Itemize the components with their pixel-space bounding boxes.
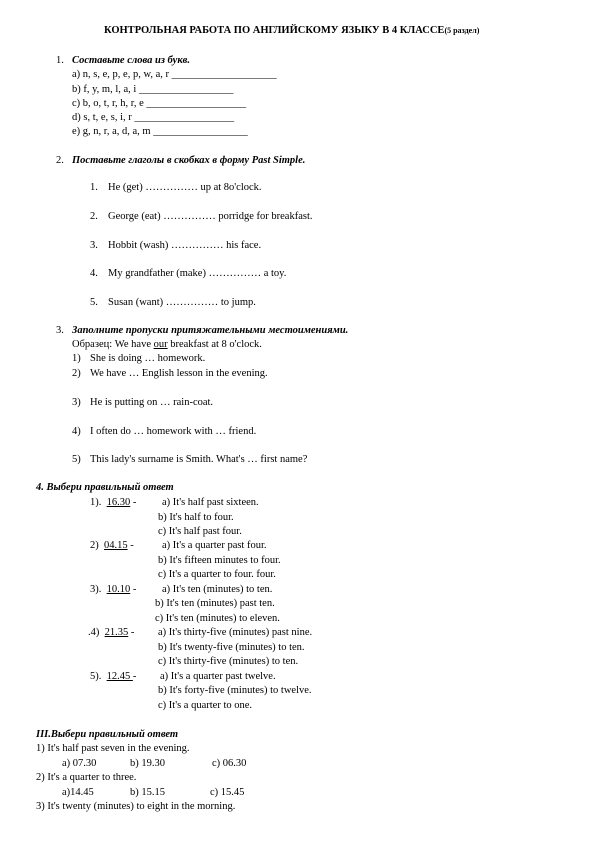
question-text: 1) It's half past seven in the evening.: [36, 743, 190, 754]
task3-heading: Заполните пропуски притяжательными местоимениями.: [72, 325, 349, 336]
title-text: КОНТРОЛЬНАЯ РАБОТА ПО АНГЛИЙСКОМУ ЯЗЫКУ В 4 КЛАССЕ: [104, 25, 445, 36]
task2-item: Susan (want) …………… to jump.: [108, 297, 256, 308]
task2-item: Hobbit (wash) …………… his face.: [108, 240, 262, 251]
time-value: 16.30: [106, 497, 131, 508]
answer-option: c) 15.45: [210, 787, 245, 798]
time-separator: -: [130, 584, 137, 595]
task2-item-number: 3.: [90, 240, 98, 251]
time-value: 12.45: [106, 671, 133, 682]
task3-item-number: 3): [72, 397, 81, 408]
time-item: [88, 627, 134, 639]
answer-option: a) 07.30: [62, 758, 97, 769]
time-number: 3).: [90, 584, 102, 595]
example-suffix: breakfast at 8 o'clock.: [167, 339, 262, 350]
task2-item: My grandfather (make) …………… a toy.: [108, 268, 287, 279]
answer-option: b) It's forty-five (minutes) to twelve.: [158, 685, 312, 696]
time-item: [90, 671, 136, 683]
time-number: 5).: [90, 671, 102, 682]
time-number: .4): [88, 627, 100, 638]
answer-option: c) 06.30: [212, 758, 247, 769]
task2-item-number: 5.: [90, 297, 98, 308]
page-title: [104, 25, 479, 37]
task3-item: I often do … homework with … friend.: [90, 426, 257, 437]
title-note: (5 раздел): [444, 26, 480, 35]
task2-heading: Поставьте глаголы в скобках в форму Past Simple.: [72, 155, 306, 166]
task1-item: e) g, n, r, a, d, a, m __________________: [72, 126, 248, 137]
answer-option: a) It's a quarter past four.: [162, 540, 267, 551]
time-item: [90, 584, 136, 596]
time-value: 10.10: [106, 584, 131, 595]
answer-option: a) It's a quarter past twelve.: [160, 671, 276, 682]
task2-number: 2.: [56, 155, 64, 166]
time-separator: -: [128, 627, 135, 638]
answer-option: c) It's ten (minutes) to eleven.: [155, 613, 280, 624]
example-prefix: Образец: We have: [72, 339, 154, 350]
task3-item-number: 1): [72, 353, 81, 364]
task3-item-number: 4): [72, 426, 81, 437]
answer-option: a) It's thirty-five (minutes) past nine.: [158, 627, 313, 638]
task2-item-number: 2.: [90, 211, 98, 222]
task3-item-number: 2): [72, 368, 81, 379]
answer-option: a) It's half past sixteen.: [162, 497, 259, 508]
time-separator: -: [132, 671, 137, 682]
task1-number: 1.: [56, 55, 64, 66]
task3-example: [72, 339, 262, 351]
time-number: 2): [90, 540, 99, 551]
time-item: [90, 540, 134, 552]
task1-item: b) f, y, m, l, a, i __________________: [72, 84, 234, 95]
example-word: our: [153, 339, 168, 350]
answer-option: c) It's a quarter to one.: [158, 700, 253, 711]
task5-heading: III.Выбери правильный ответ: [36, 729, 179, 740]
task4-heading: 4. Выбери правильный ответ: [36, 482, 174, 493]
question-text: 3) It's twenty (minutes) to eight in the morning.: [36, 801, 236, 812]
task3-number: 3.: [56, 325, 64, 336]
answer-option: a) It's ten (minutes) to ten.: [162, 584, 273, 595]
task2-item-number: 1.: [90, 182, 98, 193]
time-item: [90, 497, 136, 509]
answer-option: c) It's a quarter to four. four.: [158, 569, 276, 580]
task2-item: He (get) …………… up at 8o'clock.: [108, 182, 262, 193]
task3-item: She is doing … homework.: [90, 353, 206, 364]
answer-option: b) 15.15: [130, 787, 165, 798]
answer-option: b) It's half to four.: [158, 512, 234, 523]
task1-item: d) s, t, e, s, i, r ___________________: [72, 112, 235, 123]
time-value: 04.15: [104, 540, 128, 551]
task3-item-number: 5): [72, 454, 81, 465]
task1-item: c) b, o, t, r, h, r, e ___________________: [72, 98, 247, 109]
time-separator: -: [127, 540, 134, 551]
answer-option: b) It's ten (minutes) past ten.: [155, 598, 275, 609]
task1-item: a) n, s, e, p, e, p, w, a, r ____________________: [72, 69, 277, 80]
answer-option: b) It's twenty-five (minutes) to ten.: [158, 642, 305, 653]
task1-heading: Составьте слова из букв.: [72, 55, 190, 66]
answer-option: b) 19.30: [130, 758, 165, 769]
answer-option: c) It's thirty-five (minutes) to ten.: [158, 656, 299, 667]
task2-item-number: 4.: [90, 268, 98, 279]
task3-item: This lady's surname is Smith. What's … first name?: [90, 454, 308, 465]
answer-option: b) It's fifteen minutes to four.: [158, 555, 281, 566]
answer-option: c) It's half past four.: [158, 526, 242, 537]
answer-option: a)14.45: [62, 787, 94, 798]
task2-item: George (eat) …………… porridge for breakfast.: [108, 211, 313, 222]
task3-item: We have … English lesson in the evening.: [90, 368, 268, 379]
question-text: 2) It's a quarter to three.: [36, 772, 137, 783]
time-value: 21.35: [104, 627, 129, 638]
task3-item: He is putting on … rain-coat.: [90, 397, 214, 408]
time-separator: -: [130, 497, 137, 508]
time-number: 1).: [90, 497, 102, 508]
